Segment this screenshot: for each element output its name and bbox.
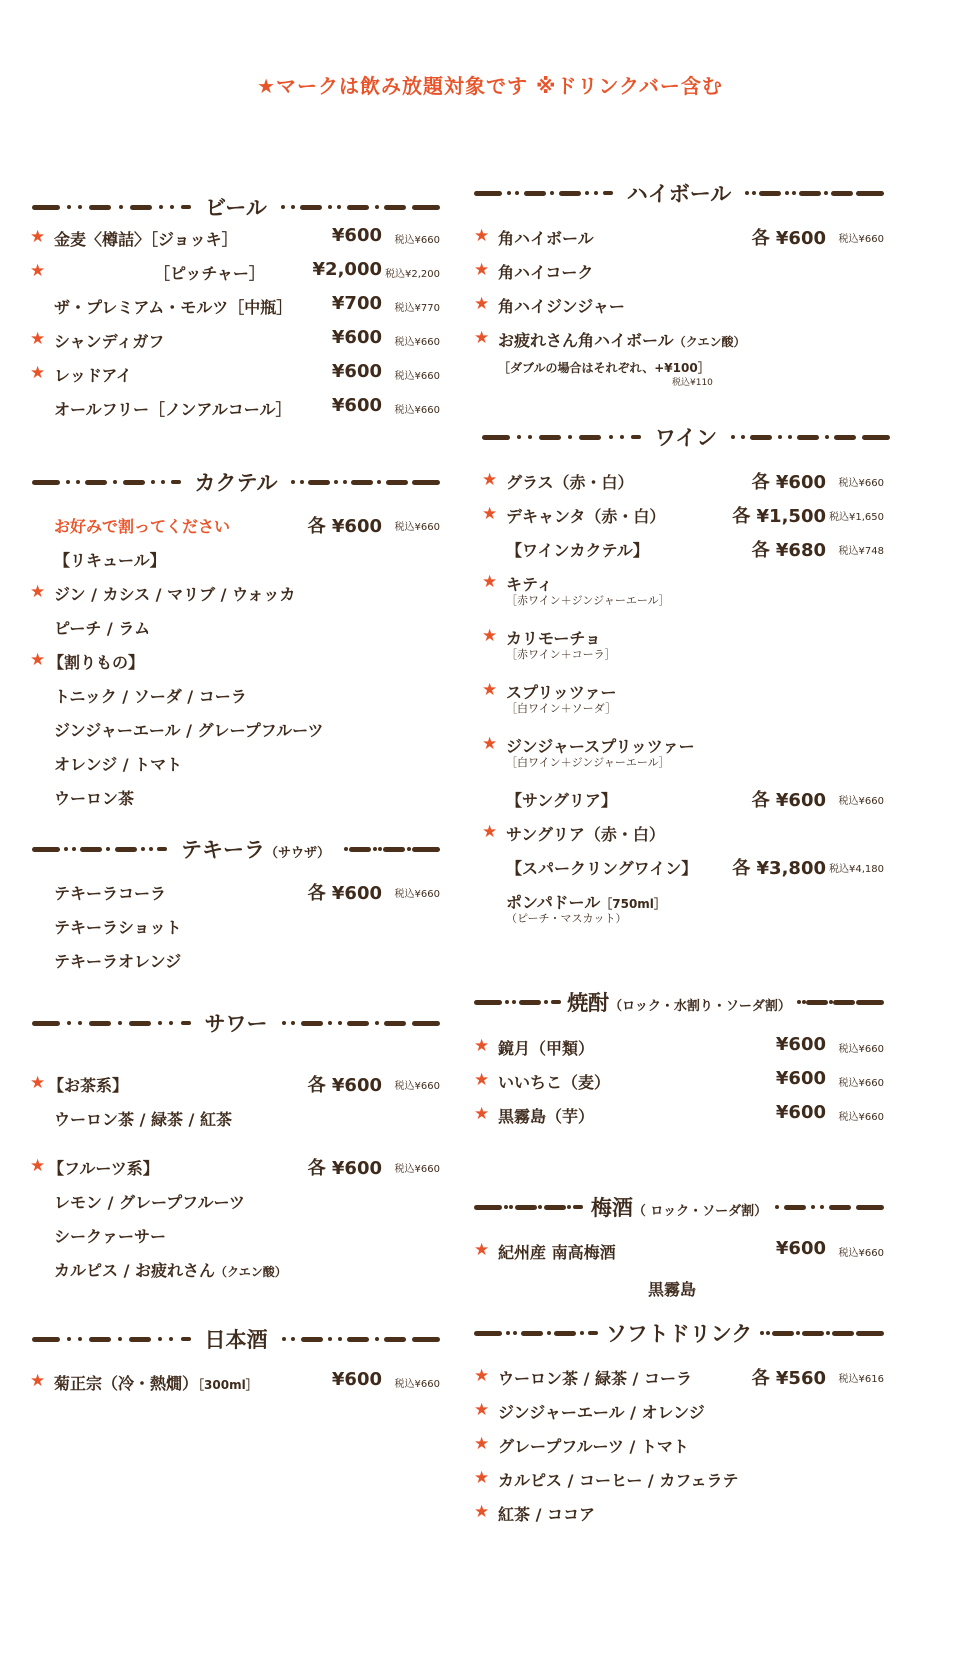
item-label: 【スパークリングワイン】 <box>506 859 698 878</box>
menu-item <box>482 624 884 664</box>
menu-item <box>30 1105 440 1131</box>
item-label: ウーロン茶 <box>54 789 135 808</box>
item-label: テキーラオレンジ <box>54 952 182 971</box>
item-label: カルピス / コーヒー / カフェラテ <box>498 1471 739 1490</box>
item-description: （ピーチ・マスカット） <box>506 912 627 925</box>
double-note-tax: 税込¥110 <box>672 378 713 388</box>
item-price: ¥600 <box>331 225 382 246</box>
section-title: カクテル <box>194 471 278 495</box>
item-price: 各 ¥600 <box>307 1158 382 1179</box>
menu-item <box>30 293 440 319</box>
section-title: 梅酒（ ロック・ソーダ割） <box>590 1196 768 1220</box>
item-tax-price: 税込¥660 <box>838 1248 884 1259</box>
extra-item: 黒霧島 <box>648 1280 697 1299</box>
item-description: ［白ワイン＋ソーダ］ <box>506 702 617 715</box>
item-label: カリモーチョ <box>506 629 601 648</box>
item-tax-price: 税込¥660 <box>394 1379 440 1390</box>
star-icon: ★ <box>474 1434 490 1454</box>
menu-item <box>482 854 884 880</box>
item-label: 紀州産 南高梅酒 <box>498 1243 616 1262</box>
decorative-dash-right <box>760 1328 884 1338</box>
star-icon: ★ <box>30 227 46 247</box>
item-label: トニック / ソーダ / コーラ <box>54 687 247 706</box>
star-icon: ★ <box>474 1502 490 1522</box>
item-label: 【割りもの】 <box>48 653 145 672</box>
item-label: シャンディガフ <box>54 332 165 351</box>
section-header-tequila <box>32 834 440 864</box>
item-price: ¥700 <box>331 293 382 314</box>
menu-item <box>30 879 440 905</box>
section-title: ソフトドリンク <box>605 1322 753 1346</box>
item-tax-price: 税込¥4,180 <box>829 864 884 875</box>
decorative-dash-right <box>282 1018 441 1028</box>
section-subtitle: （ ロック・ソーダ割） <box>632 1204 768 1219</box>
star-icon: ★ <box>30 582 46 602</box>
decorative-dash-right <box>745 188 884 198</box>
item-label: 【フルーツ系】 <box>48 1159 159 1178</box>
menu-item <box>30 1222 440 1248</box>
item-price: 各 ¥1,500 <box>732 506 826 527</box>
item-price: 各 ¥3,800 <box>732 858 826 879</box>
menu-item <box>482 820 884 846</box>
menu-item <box>482 536 884 562</box>
menu-item <box>30 648 440 674</box>
menu-item <box>30 682 440 708</box>
item-label: 角ハイコーク <box>498 263 594 282</box>
menu-item <box>482 678 884 718</box>
item-label: オールフリー［ノンアルコール］ <box>54 400 292 419</box>
star-icon: ★ <box>482 626 498 646</box>
item-label: キティ <box>506 575 553 594</box>
item-price: ¥600 <box>331 361 382 382</box>
item-tax-price: 税込¥616 <box>838 1374 884 1385</box>
item-price: 各 ¥600 <box>751 790 826 811</box>
item-label: スプリッツァー <box>506 683 617 702</box>
item-label: グラス（赤・白） <box>506 473 634 492</box>
menu-item <box>30 913 440 939</box>
item-label: ［ピッチャー］ <box>154 264 265 283</box>
item-description: ［白ワイン＋ジンジャーエール］ <box>506 756 670 769</box>
item-label: 【リキュール】 <box>54 551 166 570</box>
item-tax-price: 税込¥660 <box>838 478 884 489</box>
item-tax-price: 税込¥660 <box>838 1044 884 1055</box>
star-icon: ★ <box>474 260 490 280</box>
star-icon: ★ <box>474 1366 490 1386</box>
star-icon: ★ <box>474 1468 490 1488</box>
star-icon: ★ <box>474 328 490 348</box>
item-label: お疲れさん角ハイボール（クエン酸） <box>498 331 746 350</box>
section-title: テキーラ（サウザ） <box>180 838 330 862</box>
menu-item <box>30 1369 440 1395</box>
item-tax-price: 税込¥1,650 <box>829 512 884 523</box>
star-icon: ★ <box>30 261 46 281</box>
decorative-dash-right <box>797 997 884 1007</box>
item-price: ¥600 <box>775 1238 826 1259</box>
decorative-dash-left <box>32 844 167 854</box>
item-label: お好みで割ってください <box>54 517 231 536</box>
star-icon: ★ <box>474 1104 490 1124</box>
menu-item <box>474 1034 884 1060</box>
item-label: ポンパドール［750ml］ <box>506 893 666 912</box>
star-icon: ★ <box>474 294 490 314</box>
menu-item <box>474 1500 884 1526</box>
item-label: 角ハイジンジャー <box>498 297 625 316</box>
item-label: 菊正宗（冷・熱燗）［300ml］ <box>54 1374 258 1393</box>
section-header-sake <box>32 1324 440 1354</box>
item-label: レッドアイ <box>54 366 132 385</box>
item-price: 各 ¥680 <box>751 540 826 561</box>
item-label: オレンジ / トマト <box>54 755 183 774</box>
menu-item <box>474 1102 884 1128</box>
item-label: 鏡月（甲類） <box>498 1039 595 1058</box>
decorative-dash-right <box>731 432 890 442</box>
menu-item <box>482 888 884 928</box>
star-icon: ★ <box>474 1036 490 1056</box>
menu-item <box>30 361 440 387</box>
section-title: 焼酎（ロック・水割り・ソーダ割） <box>567 991 791 1015</box>
decorative-dash-right <box>281 202 440 212</box>
item-price: ¥2,000 <box>312 259 382 280</box>
item-label: カルピス / お疲れさん（クエン酸） <box>54 1261 287 1280</box>
star-icon: ★ <box>474 1070 490 1090</box>
item-label: 【ワインカクテル】 <box>506 541 649 560</box>
star-icon: ★ <box>474 1400 490 1420</box>
item-label: いいちこ（麦） <box>498 1073 611 1092</box>
menu-item <box>482 502 884 528</box>
menu-item <box>30 580 440 606</box>
item-label: 角ハイボール <box>498 229 594 248</box>
star-icon: ★ <box>482 680 498 700</box>
item-price: ¥600 <box>775 1068 826 1089</box>
star-icon: ★ <box>482 822 498 842</box>
decorative-dash-left <box>474 1328 598 1338</box>
item-tax-price: 税込¥660 <box>394 522 440 533</box>
section-title: ハイボール <box>626 182 732 206</box>
item-label: ウーロン茶 / 緑茶 / コーラ <box>498 1369 692 1388</box>
star-icon: ★ <box>482 504 498 524</box>
decorative-dash-left <box>32 202 191 212</box>
section-header-wine <box>482 422 890 452</box>
item-label: ジンジャーエール / オレンジ <box>498 1403 705 1422</box>
item-tax-price: 税込¥660 <box>394 1081 440 1092</box>
item-description: ［赤ワイン＋コーラ］ <box>506 648 616 661</box>
menu-item <box>30 395 440 421</box>
menu-item <box>474 224 884 250</box>
menu-item <box>482 570 884 610</box>
section-subtitle: （ロック・水割り・ソーダ割） <box>609 999 791 1014</box>
item-tax-price: 税込¥660 <box>394 337 440 348</box>
section-title: 日本酒 <box>204 1328 268 1352</box>
decorative-dash-left <box>474 997 561 1007</box>
item-tax-price: 税込¥660 <box>394 889 440 900</box>
menu-item <box>474 292 884 318</box>
menu-item <box>482 732 884 772</box>
menu-item <box>30 750 440 776</box>
decorative-dash-left <box>32 1334 191 1344</box>
star-icon: ★ <box>30 1156 46 1176</box>
item-price: 各 ¥560 <box>751 1368 826 1389</box>
item-label: 【サングリア】 <box>506 791 617 810</box>
menu-item <box>30 716 440 742</box>
decorative-dash-left <box>32 477 181 487</box>
item-label: 黒霧島（芋） <box>498 1107 595 1126</box>
menu-item <box>30 784 440 810</box>
section-header-cocktail <box>32 467 440 497</box>
item-tax-price: 税込¥660 <box>838 234 884 245</box>
item-label: サングリア（赤・白） <box>506 825 665 844</box>
item-label: デキャンタ（赤・白） <box>506 507 666 526</box>
star-icon: ★ <box>30 1073 46 1093</box>
menu-item <box>474 258 884 284</box>
menu-item <box>30 1154 440 1180</box>
section-title: ワイン <box>654 426 718 450</box>
item-price: 各 ¥600 <box>751 228 826 249</box>
menu-item <box>482 786 884 812</box>
decorative-dash-right <box>344 844 440 854</box>
menu-item <box>30 546 440 572</box>
menu-item <box>30 614 440 640</box>
item-label: ウーロン茶 / 緑茶 / 紅茶 <box>54 1110 232 1129</box>
item-tax-price: 税込¥660 <box>394 405 440 416</box>
item-price: ¥600 <box>331 1369 382 1390</box>
item-label: 金麦〈樽詰〉［ジョッキ］ <box>54 230 238 249</box>
menu-item <box>30 259 440 285</box>
item-label: グレープフルーツ / トマト <box>498 1437 689 1456</box>
section-header-beer <box>32 192 440 222</box>
star-icon: ★ <box>482 734 498 754</box>
decorative-dash-right <box>775 1202 884 1212</box>
star-icon: ★ <box>482 470 498 490</box>
item-tax-price: 税込¥748 <box>838 546 884 557</box>
item-price: 各 ¥600 <box>307 883 382 904</box>
decorative-dash-left <box>482 432 641 442</box>
item-tax-price: 税込¥660 <box>838 1112 884 1123</box>
menu-item <box>30 512 440 538</box>
item-price: ¥600 <box>775 1102 826 1123</box>
free-drink-notice: ★マークは飲み放題対象です ※ドリンクバー含む <box>257 74 723 98</box>
decorative-dash-left <box>32 1018 191 1028</box>
item-tax-price: 税込¥660 <box>838 796 884 807</box>
menu-item <box>30 947 440 973</box>
menu-item <box>474 1398 884 1424</box>
item-label: 【お茶系】 <box>48 1076 129 1095</box>
star-icon: ★ <box>474 1240 490 1260</box>
item-description: ［赤ワイン＋ジンジャーエール］ <box>506 594 670 607</box>
star-icon: ★ <box>30 1371 46 1391</box>
star-icon: ★ <box>474 226 490 246</box>
menu-item <box>474 1466 884 1492</box>
menu-item <box>474 1068 884 1094</box>
menu-item <box>482 468 884 494</box>
menu-item <box>30 327 440 353</box>
decorative-dash-left <box>474 188 613 198</box>
item-tax-price: 税込¥660 <box>394 1164 440 1175</box>
menu-item <box>474 326 884 352</box>
menu-item <box>30 1071 440 1097</box>
decorative-dash-left <box>474 1202 583 1212</box>
item-tax-price: 税込¥770 <box>394 303 440 314</box>
section-title: サワー <box>204 1012 268 1036</box>
section-header-soft-drink <box>474 1318 884 1348</box>
item-label: ジンジャーエール / グレープフルーツ <box>54 721 324 740</box>
section-header-shochu <box>474 987 884 1017</box>
decorative-dash-right <box>291 477 440 487</box>
menu-item <box>30 225 440 251</box>
item-price: 各 ¥600 <box>307 1075 382 1096</box>
star-icon: ★ <box>482 572 498 592</box>
item-tax-price: 税込¥660 <box>394 235 440 246</box>
item-label: ジン / カシス / マリブ / ウォッカ <box>54 585 296 604</box>
section-title: ビール <box>205 196 267 220</box>
item-tax-price: 税込¥2,200 <box>385 269 440 280</box>
menu-item <box>474 1432 884 1458</box>
section-header-sour <box>32 1008 440 1038</box>
item-price: 各 ¥600 <box>307 516 382 537</box>
menu-item <box>474 1238 884 1264</box>
item-label: テキーラコーラ <box>54 884 167 903</box>
item-price: ¥600 <box>331 395 382 416</box>
decorative-dash-right <box>282 1334 441 1344</box>
section-header-umeshu <box>474 1192 884 1222</box>
item-label: ジンジャースプリッツァー <box>506 737 695 756</box>
item-price: ¥600 <box>331 327 382 348</box>
section-subtitle: （サウザ） <box>264 846 330 861</box>
item-label: 紅茶 / ココア <box>498 1505 595 1524</box>
item-price: 各 ¥600 <box>751 472 826 493</box>
double-note: ［ダブルの場合はそれぞれ、+¥100］ <box>498 361 710 375</box>
item-label: シークァーサー <box>54 1227 167 1246</box>
item-tax-price: 税込¥660 <box>394 371 440 382</box>
menu-item <box>30 1188 440 1214</box>
section-header-highball <box>474 178 884 208</box>
star-icon: ★ <box>30 650 46 670</box>
menu-item <box>30 1256 440 1282</box>
menu-item <box>474 1364 884 1390</box>
item-price: ¥600 <box>775 1034 826 1055</box>
item-tax-price: 税込¥660 <box>838 1078 884 1089</box>
star-icon: ★ <box>30 329 46 349</box>
item-label: レモン / グレープフルーツ <box>54 1193 245 1212</box>
star-icon: ★ <box>30 363 46 383</box>
item-label: ザ・プレミアム・モルツ［中瓶］ <box>54 298 293 317</box>
item-label: テキーラショット <box>54 918 182 937</box>
item-label: ピーチ / ラム <box>54 619 151 638</box>
